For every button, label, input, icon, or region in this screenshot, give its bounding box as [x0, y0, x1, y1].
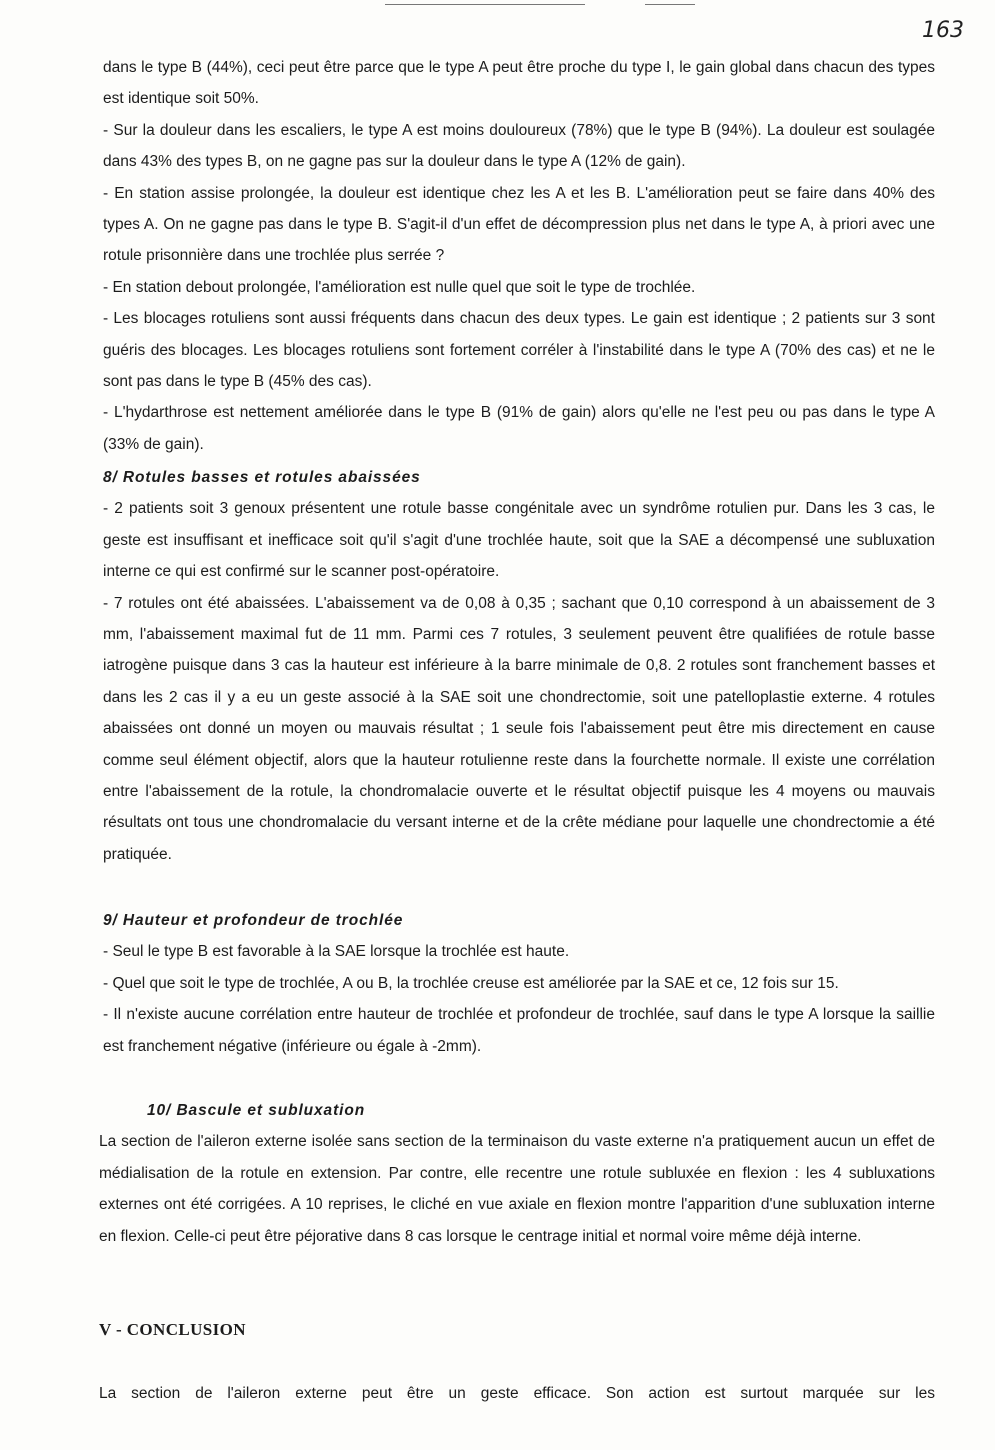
paragraph: - Sur la douleur dans les escaliers, le type A est moins douloureux (78%) que le type B (94%). La douleur est soulagée dans 43% des types B, on ne gagne pas sur la douleur dans le type A (12% de gain). — [103, 121, 935, 171]
top-scan-rule-right — [645, 4, 695, 5]
section-9 — [103, 905, 935, 1062]
top-scan-rule-left — [385, 4, 585, 5]
subsection-heading: 8/ Rotules basses et rotules abaissées — [103, 469, 421, 486]
conclusion-block — [99, 1378, 935, 1409]
conclusion-heading: V - CONCLUSION — [99, 1320, 246, 1339]
paragraph: - L'hydarthrose est nettement améliorée dans le type B (91% de gain) alors qu'elle ne l'est peu ou pas dans le type A (33% de gain). — [103, 404, 935, 453]
paragraph: La section de l'aileron externe isolée sans section de la terminaison du vaste externe n'a pratiquement aucun un effet de médialisation de la rotule en extension. Par contre, elle recentre une rotule subluxée en flexion : les 4 subluxations externes ont été corrigées. A 10 reprises, le cliché en vue axiale en flexion montre l'apparition d'une subluxation interne en flexion. Celle-ci peut être péjorative dans 8 cas lorsque le centrage initial et normal voire même déjà interne. — [99, 1133, 935, 1245]
paragraph: - Seul le type B est favorable à la SAE lorsque la trochlée est haute. — [103, 943, 570, 961]
paragraph: - Quel que soit le type de trochlée, A ou B, la trochlée creuse est améliorée par la SAE et ce, 12 fois sur 15. — [103, 974, 839, 992]
paragraph: - En station debout prolongée, l'amélioration est nulle quel que soit le type de trochlée. — [103, 278, 696, 296]
paragraph: - Il n'existe aucune corrélation entre hauteur de trochlée et profondeur de trochlée, sauf dans le type A lorsque la saillie est franchement négative (inférieure ou égale à -2mm). — [103, 1006, 935, 1055]
results-block — [103, 52, 935, 460]
section-10 — [99, 1095, 935, 1252]
paragraph: - En station assise prolongée, la douleur est identique chez les A et les B. L'amélioration peut se faire dans 40% des types A. On ne gagne pas dans le type B. S'agit-il d'un effet de décompression plus net dans le type A, à priori avec une rotule prisonnière dans une trochlée plus serrée ? — [103, 184, 935, 265]
subsection-heading: 9/ Hauteur et profondeur de trochlée — [103, 912, 404, 929]
page-number: 163 — [922, 18, 964, 43]
section-8 — [103, 462, 935, 870]
paragraph: La section de l'aileron externe peut être un geste efficace. Son action est surtout marquée sur les — [99, 1385, 935, 1402]
paragraph: - Les blocages rotuliens sont aussi fréquents dans chacun des deux types. Le gain est identique ; 2 patients sur 3 sont guéris des blocages. Les blocages rotuliens sont fortement corréler à l'instabilité dans le type A (70% des cas) et ne le sont pas dans le type B (45% des cas). — [103, 310, 935, 391]
paragraph: dans le type B (44%), ceci peut être parce que le type A peut être proche du type I, le gain global dans chacun des types est identique soit 50%. — [103, 59, 935, 108]
subsection-heading: 10/ Bascule et subluxation — [147, 1102, 366, 1119]
paragraph: - 7 rotules ont été abaissées. L'abaissement va de 0,08 à 0,35 ; sachant que 0,10 correspond à un abaissement de 3 mm, l'abaissement maximal fut de 11 mm. Parmi ces 7 rotules, 3 seulement peuvent être qualifiées de rotule basse iatrogène puisque dans 3 cas la hauteur est inférieure à la barre minimale de 0,8. 2 rotules sont franchement basses et dans les 2 cas il y a eu un geste associé à la SAE soit une chondrectomie, soit une patelloplastie externe. 4 rotules abaissées ont donné un moyen ou mauvais résultat ; 1 seule fois l'abaissement peut être mis directement en cause comme seul élément objectif, alors que la hauteur rotulienne reste dans la fourchette normale. Il existe une corrélation entre l'abaissement de la rotule, la chondromalacie ouverte et le résultat objectif puisque les 4 moyens ou mauvais résultats ont tous une chondromalacie du versant interne et de la crête médiane pour laquelle une chondrectomie a été pratiquée. — [103, 594, 935, 863]
paragraph: - 2 patients soit 3 genoux présentent une rotule basse congénitale avec un syndrôme rotulien pur. Dans les 3 cas, le geste est insuffisant et inefficace soit qu'il s'agit d'une trochlée haute, soit que la SAE a décompensé une subluxation interne ce qui est confirmé sur le scanner post-opératoire. — [103, 500, 935, 581]
